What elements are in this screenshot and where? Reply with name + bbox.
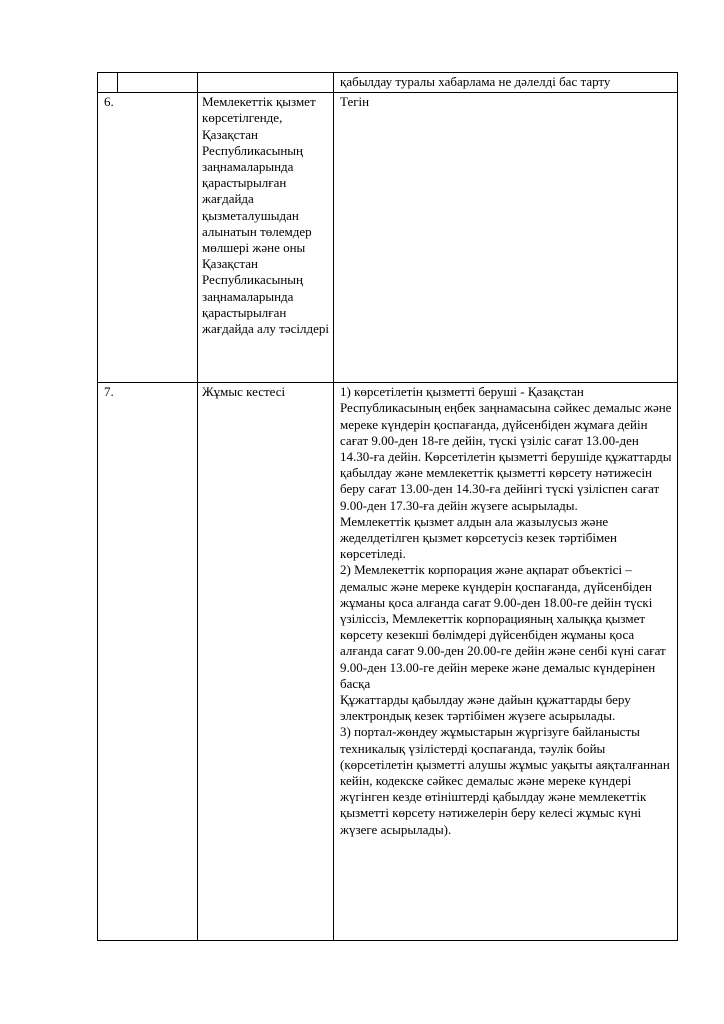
row-number-cell: 7. xyxy=(98,383,198,941)
services-table xyxy=(97,72,678,941)
row-name-cell: Мемлекеттік қызмет көрсетілгенде, Қазақстан Республикасының заңнамаларында қарастырылған жағдайда қызметалушыдан алынатын төлемдер мөлшері және оны Қазақстан Республикасының заңнамаларында қарастырылған жағдайда алу тәсілдері xyxy=(198,93,334,383)
row-value-cell: қабылдау туралы хабарлама не дәлелді бас тарту xyxy=(334,73,678,93)
column-divider xyxy=(197,93,198,941)
row-value-cell: Тегін xyxy=(334,93,678,383)
table-row xyxy=(98,73,678,93)
row-value-cell: 1) көрсетілетін қызметті беруші - Қазақстан Республикасының еңбек заңнамасына сәйкес демалыс және мереке күндерін қоспағанда, дүйсенбіден жұмаға дейін сағат 9.00-ден 18-ге дейін, түскі үзіліс сағат 13.00-ден 14.30-ға дейін. Көрсетілетін қызметті берушіде құжаттарды қабылдау және мемлекеттік қызметті көрсету нәтижесін беру сағат 13.00-ден 14.30-ға дейінгі түскі үзіліспен сағат 9.00-ден 17.30-ға дейін жүзеге асырылады. Мемлекеттік қызмет алдын ала жазылусыз және жеделдетілген қызмет көрсетусіз кезек тәртібімен көрсетіледі. 2) Мемлекеттік корпорация және ақпарат объектісі – демалыс және мереке күндерін қоспағанда, дүйсенбіден жұманы қоса алғанда сағат 9.00-ден 18.00-ге дейін түскі үзіліссіз, Мемлекеттік корпорацияның халыққа қызмет көрсету кезекші бөлімдері дүйсенбіден жұманы қоса алғанда сағат 9.00-ден 20.00-ге дейін және сенбі күні сағат 9.00-ден 13.00-ге дейін мереке және демалыс күндерінен басқа Құжаттарды қабылдау және дайын құжаттарды беру электрондық кезек тәртібімен жүзеге асырылады. 3) портал-жөндеу жұмыстарын жүргізуге байланысты техникалық үзілістерді қоспағанда, тәулік бойы (көрсетілетін қызметті алушы жұмыс уақыты аяқталғаннан кейін, кодекске сәйкес демалыс және мереке күндері жүгінген кезде өтініштерді қабылдау және мемлекеттік қызметті көрсету нәтижелерін беру келесі жұмыс күні жүзеге асырылады). xyxy=(334,383,678,941)
table-row xyxy=(98,93,678,383)
table-row xyxy=(98,383,678,941)
row-number-cell xyxy=(98,73,118,93)
empty-cell xyxy=(118,73,198,93)
row-name-cell: Жұмыс кестесі xyxy=(198,383,334,941)
row-name-cell xyxy=(198,73,334,93)
row-number-cell: 6. xyxy=(98,93,198,383)
column-divider xyxy=(117,72,118,93)
